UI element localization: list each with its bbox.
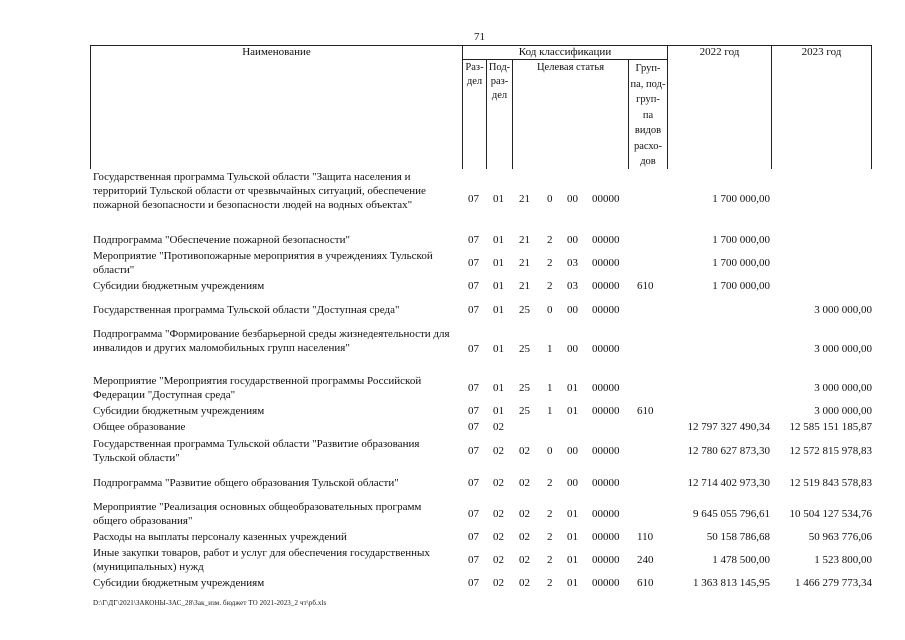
row-code-c1: 07 [468,343,479,355]
row-value-2022: 1 700 000,00 [712,234,770,246]
row-value-2023: 3 000 000,00 [814,405,872,417]
row-code-c6: 00000 [592,445,620,457]
row-name: Субсидии бюджетным учреждениям [93,577,265,589]
row-value-2023: 3 000 000,00 [814,304,872,316]
row-code-c6: 00000 [592,554,620,566]
row-code-c1: 07 [468,554,479,566]
row-name: Мероприятие "Мероприятия государственной программы Российской Федерации "Доступная среда" [93,375,422,401]
row-code-c3: 02 [519,445,530,457]
row-code-c3: 02 [519,577,530,589]
row-code-c5: 01 [567,508,578,520]
row-code-c5: 00 [567,477,578,489]
row-code-c1: 07 [468,421,479,433]
row-code-c5: 00 [567,343,578,355]
row-code-c1: 07 [468,531,479,543]
row-code-c5: 01 [567,405,578,417]
row-code-c2: 01 [493,405,504,417]
row-value-2022: 1 700 000,00 [712,193,770,205]
row-code-c2: 02 [493,531,504,543]
row-code-c2: 02 [493,477,504,489]
footer-file-path: D:\Г\ДГ\2021\ЗАКОНЫ-ЗАС_28\Зак_изм. бюджет ТО 2021-2023_2 чт\рб.xls [93,599,327,607]
row-value-2022: 12 714 402 973,30 [687,477,770,489]
row-code-c6: 00000 [592,405,620,417]
row-value-2022: 1 700 000,00 [712,257,770,269]
row-code-c3: 25 [519,405,530,417]
row-code-c3: 02 [519,554,530,566]
row-code-c6: 00000 [592,280,620,292]
row-name: Субсидии бюджетным учреждениям [93,280,265,292]
header-target: Целевая статья [536,62,605,73]
row-value-2022: 12 780 627 873,30 [687,445,770,457]
row-code-c3: 25 [519,343,530,355]
row-code-c6: 00000 [592,304,620,316]
row-code-c7: 610 [637,280,654,292]
row-code-c6: 00000 [592,257,620,269]
row-code-c2: 01 [493,343,504,355]
row-code-c1: 07 [468,257,479,269]
row-code-c3: 25 [519,382,530,394]
row-code-c3: 02 [519,508,530,520]
row-value-2022: 12 797 327 490,34 [687,421,770,433]
row-code-c7: 110 [637,531,654,543]
row-code-c1: 07 [468,405,479,417]
row-value-2023: 3 000 000,00 [814,382,872,394]
row-code-c1: 07 [468,577,479,589]
row-code-c4: 1 [547,382,553,394]
row-code-c6: 00000 [592,193,620,205]
header-name: Наименование [242,46,311,58]
row-code-c3: 21 [519,280,530,292]
row-code-c3: 02 [519,477,530,489]
row-code-c5: 01 [567,554,578,566]
row-code-c6: 00000 [592,477,620,489]
row-code-c5: 01 [567,382,578,394]
row-code-c4: 2 [547,280,553,292]
row-code-c6: 00000 [592,343,620,355]
row-code-c1: 07 [468,508,479,520]
row-code-c6: 00000 [592,382,620,394]
row-value-2022: 1 700 000,00 [712,280,770,292]
row-code-c4: 2 [547,554,553,566]
row-code-c2: 02 [493,421,504,433]
page-number: 71 [474,31,485,43]
row-code-c5: 00 [567,193,578,205]
row-code-c1: 07 [468,382,479,394]
header-group: Груп- па, под- груп- па видов расхо- дов [630,63,666,167]
row-code-c4: 2 [547,531,553,543]
row-name: Подпрограмма "Формирование безбарьерной среды жизнедеятельности для инвалидов и других маломобильных групп населения" [93,328,450,354]
row-code-c5: 00 [567,445,578,457]
row-code-c2: 02 [493,508,504,520]
row-value-2022: 1 363 813 145,95 [693,577,770,589]
row-code-c4: 2 [547,257,553,269]
row-code-c6: 00000 [592,577,620,589]
row-name: Государственная программа Тульской области "Доступная среда" [93,304,400,316]
row-name: Иные закупки товаров, работ и услуг для обеспечения государственных (муниципальных) нужд [93,547,430,573]
header-left-border [90,45,91,169]
row-code-c7: 610 [637,577,654,589]
row-code-c6: 00000 [592,508,620,520]
row-code-c4: 2 [547,477,553,489]
row-name: Общее образование [93,421,186,433]
row-name: Подпрограмма "Развитие общего образования Тульской области" [93,477,399,489]
row-code-c3: 21 [519,234,530,246]
row-code-c2: 02 [493,445,504,457]
row-value-2023: 1 466 279 773,34 [795,577,872,589]
row-code-c2: 01 [493,382,504,394]
row-code-c5: 01 [567,577,578,589]
row-code-c4: 2 [547,508,553,520]
row-code-c2: 01 [493,234,504,246]
row-code-c4: 0 [547,193,553,205]
row-code-c3: 21 [519,193,530,205]
row-code-c3: 25 [519,304,530,316]
code-sub-border [462,59,667,60]
row-code-c3: 21 [519,257,530,269]
header-year-2023: 2023 год [801,46,842,58]
row-name: Субсидии бюджетным учреждениям [93,405,265,417]
header-right-border [871,45,872,169]
header-divider-group [667,45,668,169]
row-code-c2: 01 [493,304,504,316]
row-code-c7: 610 [637,405,654,417]
row-code-c5: 00 [567,304,578,316]
row-code-c4: 0 [547,304,553,316]
row-code-c5: 03 [567,280,578,292]
row-code-c1: 07 [468,304,479,316]
row-code-c1: 07 [468,193,479,205]
header-divider-podrazdel [512,59,513,169]
row-name: Государственная программа Тульской области "Развитие образования Тульской области" [93,438,420,464]
row-value-2022: 50 158 786,68 [706,531,770,543]
row-code-c5: 03 [567,257,578,269]
row-value-2022: 1 478 500,00 [712,554,770,566]
header-podrazdel: Под- раз- дел [488,62,511,101]
row-name: Государственная программа Тульской области "Защита населения и территорий Тульской области от чрезвычайных ситуаций, обеспечение пожарной безопасности и безопасности людей на водных объектах" [93,171,426,211]
row-code-c2: 01 [493,193,504,205]
row-code-c1: 07 [468,477,479,489]
row-code-c5: 00 [567,234,578,246]
row-name: Расходы на выплаты персоналу казенных учреждений [93,531,347,543]
row-code-c4: 2 [547,577,553,589]
row-code-c4: 0 [547,445,553,457]
row-name: Мероприятие "Противопожарные мероприятия в учреждениях Тульской области" [93,250,433,276]
row-code-c2: 01 [493,257,504,269]
row-code-c2: 01 [493,280,504,292]
row-name: Подпрограмма "Обеспечение пожарной безопасности" [93,234,350,246]
row-code-c4: 1 [547,343,553,355]
row-code-c4: 1 [547,405,553,417]
row-value-2023: 1 523 800,00 [814,554,872,566]
row-name: Мероприятие "Реализация основных общеобразовательных программ общего образования" [93,501,422,527]
header-code: Код классификации [518,46,612,58]
row-value-2023: 12 519 843 578,83 [789,477,872,489]
row-code-c6: 00000 [592,531,620,543]
row-code-c3: 02 [519,531,530,543]
row-value-2023: 12 572 815 978,83 [789,445,872,457]
row-code-c2: 02 [493,554,504,566]
row-value-2023: 50 963 776,06 [808,531,872,543]
row-code-c4: 2 [547,234,553,246]
row-code-c6: 00000 [592,234,620,246]
row-code-c5: 01 [567,531,578,543]
row-code-c1: 07 [468,280,479,292]
header-razdel: Раз- дел [465,62,484,87]
row-value-2023: 10 504 127 534,76 [789,508,872,520]
header-year-2022: 2022 год [699,46,740,58]
row-value-2023: 3 000 000,00 [814,343,872,355]
row-value-2023: 12 585 151 185,87 [789,421,872,433]
row-code-c2: 02 [493,577,504,589]
row-code-c1: 07 [468,445,479,457]
row-code-c7: 240 [637,554,654,566]
row-code-c1: 07 [468,234,479,246]
row-value-2022: 9 645 055 796,61 [693,508,770,520]
header-divider-year [771,45,772,169]
